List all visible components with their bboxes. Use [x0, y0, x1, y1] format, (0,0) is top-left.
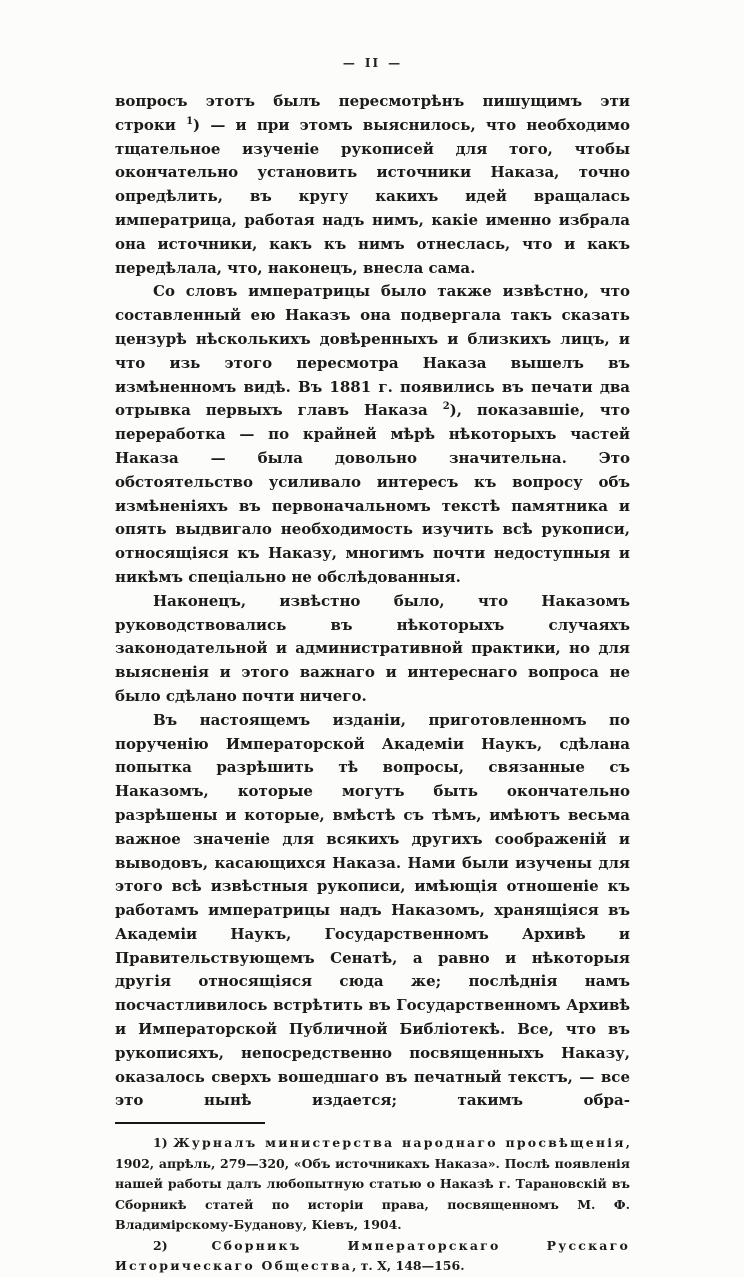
footnote-separator-rule [115, 1122, 265, 1124]
page-number: II [364, 56, 381, 70]
footnote-text: , т. X, 148—156. [351, 1258, 465, 1274]
footnote-ref-1: 1 [186, 115, 194, 127]
footnote-text: , 1902, апрѣль, 279—320, «Объ источникахъ Наказа». Послѣ появленія нашей работы далъ любопытную статью о Наказѣ г. Тарановскій въ Сборникѣ статей по исторіи права, посвященномъ М. Ф. Владимірскому-Буданову, Кіевъ, 1904. [115, 1135, 630, 1233]
paragraph-text: Со словъ императрицы было также извѣстно, что составленный ею Наказъ она подвергала такъ сказать цензурѣ нѣсколькихъ довѣренныхъ и близкихъ лицъ, и что изь этого пересмотра Наказа вышелъ въ измѣненномъ видѣ. Въ 1881 г. появились въ печати два отрывка первыхъ главъ Наказа [115, 282, 630, 420]
header-left-dash: — [342, 56, 357, 70]
footnote-2 [115, 1236, 630, 1277]
header-right-dash: — [388, 56, 403, 70]
page-number-header [115, 56, 630, 70]
footnote-journal-title: Журналъ министерства народнаго просвѣщенія [173, 1135, 626, 1151]
footnote-1 [115, 1133, 630, 1236]
paragraph-continuation [115, 90, 630, 280]
paragraph-text: ) — и при этомъ выяснилось, что необходимо тщательное изученіе рукописей для того, чтобы окончательно установить источники Наказа, точно опредѣлить, въ кругу какихъ идей вращалась императрица, работая надъ нимъ, какіе именно избрала она источники, какъ къ нимъ отнеслась, что и какъ передѣлала, что, наконецъ, внесла сама. [115, 115, 630, 277]
paragraph [115, 709, 630, 1114]
footnote-marker: 1) [153, 1135, 174, 1151]
footnote-journal-title: Сборникъ Императорскаго Русскаго Историческаго Общества [115, 1237, 631, 1274]
paragraph [115, 590, 630, 709]
footnote-marker: 2) [153, 1237, 212, 1253]
paragraph-text: Наконецъ, извѣстно было, что Наказомъ руководствовались въ нѣкоторыхъ случаяхъ законодательной и административной практики, но для выясненія и этого важнаго и интереснаго вопроса не было сдѣлано почти ничего. [115, 591, 630, 705]
paragraph-text: ), показавшіе, что переработка — по крайней мѣрѣ нѣкоторыхъ частей Наказа — была довольно значительна. Это обстоятельство усиливало интересъ къ вопросу объ измѣненіяхъ въ первоначальномъ текстѣ памятника и опять выдвигало необходимость изучить всѣ рукописи, относящіяся къ Наказу, многимъ почти недоступныя и никѣмъ спеціально не обслѣдованныя. [115, 401, 630, 586]
paragraph-text: вопросъ этотъ былъ пересмотрѣнъ пишущимъ эти строки [115, 92, 630, 134]
paragraph-text: Въ настоящемъ изданіи, приготовленномъ по порученію Императорской Академіи Наукъ, сдѣлана попытка разрѣшить тѣ вопросы, связанные съ Наказомъ, которые могутъ быть окончательно разрѣшены и которые, вмѣстѣ съ тѣмъ, имѣютъ весьма важное значеніе для всякихъ другихъ соображеній и выводовъ, касающихся Наказа. Нами были изучены для этого всѣ извѣстныя рукописи, имѣющія отношеніе къ работамъ императрицы надъ Наказомъ, хранящіяся въ Академіи Наукъ, Государственномъ Архивѣ и Правительствующемъ Сенатѣ, а равно и нѣкоторыя другія относящіяся сюда же; послѣднія намъ посчастливилось встрѣтить въ Государственномъ Архивѣ и Императорской Публичной Библіотекѣ. Все, что въ рукописяхъ, непосредственно посвященныхъ Наказу, оказалось сверхъ вошедшаго въ печатный текстъ, — все это нынѣ издается; такимъ обра- [115, 710, 630, 1110]
body-text [115, 90, 630, 1113]
footnotes [115, 1133, 630, 1277]
paragraph [115, 280, 630, 589]
footnote-ref-2: 2 [442, 401, 450, 413]
